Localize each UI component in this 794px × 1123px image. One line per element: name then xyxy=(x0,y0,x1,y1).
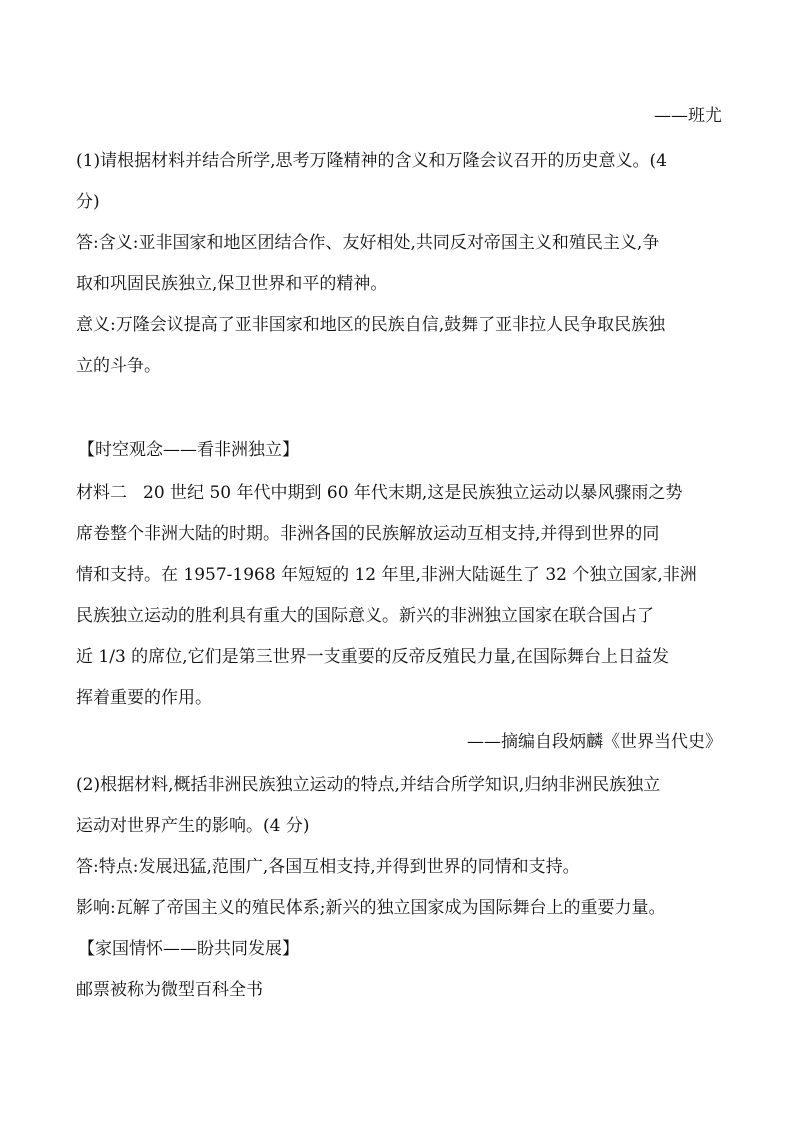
question-1-line-2: 分) xyxy=(76,192,100,212)
answer-1-meaning-line-2: 取和巩固民族独立,保卫世界和平的精神。 xyxy=(76,274,388,294)
question-2-line-1: (2)根据材料,概括非洲民族独立运动的特点,并结合所学知识,归纳非洲民族独立 xyxy=(76,775,661,795)
question-2-line-2: 运动对世界产生的影响。(4 分) xyxy=(76,816,310,836)
source-attribution-1: ——班尤 xyxy=(654,106,722,126)
section-3-title: 【家国情怀——盼共同发展】 xyxy=(78,939,299,959)
material-2-source: ——摘编自段炳麟《世界当代史》 xyxy=(467,732,722,752)
material-2-label: 材料二 xyxy=(76,483,127,503)
material-2-line-1-text: 20 世纪 50 年代中期到 60 年代末期,这是民族独立运动以暴风骤雨之势 xyxy=(143,483,683,503)
material-2-line-4: 民族独立运动的胜利具有重大的国际意义。新兴的非洲独立国家在联合国占了 xyxy=(76,606,654,626)
answer-1-significance-line-2: 立的斗争。 xyxy=(76,356,161,376)
material-2-line-6: 挥着重要的作用。 xyxy=(76,688,212,708)
section-2-title: 【时空观念——看非洲独立】 xyxy=(78,440,299,460)
material-2-line-2: 席卷整个非洲大陆的时期。非洲各国的民族解放运动互相支持,并得到世界的同 xyxy=(76,524,660,544)
answer-2-impact: 影响:瓦解了帝国主义的殖民体系;新兴的独立国家成为国际舞台上的重要力量。 xyxy=(76,898,666,918)
material-2-line-5: 近 1/3 的席位,它们是第三世界一支重要的反帝反殖民力量,在国际舞台上日益发 xyxy=(76,647,669,667)
section-3-line-1: 邮票被称为微型百科全书 xyxy=(76,980,263,1000)
answer-1-meaning-line-1: 答:含义:亚非国家和地区团结合作、友好相处,共同反对帝国主义和殖民主义,争 xyxy=(76,233,660,253)
answer-2-features: 答:特点:发展迅猛,范围广,各国互相支持,并得到世界的同情和支持。 xyxy=(76,857,580,877)
question-1-line-1: (1)请根据材料并结合所学,思考万隆精神的含义和万隆会议召开的历史意义。(4 xyxy=(76,151,667,171)
material-2-line-1 xyxy=(76,481,722,505)
answer-1-significance-line-1: 意义:万隆会议提高了亚非国家和地区的民族自信,鼓舞了亚非拉人民争取民族独 xyxy=(76,315,666,335)
material-2-line-3: 情和支持。在 1957-1968 年短短的 12 年里,非洲大陆诞生了 32 个独立国家,非洲 xyxy=(76,565,697,585)
